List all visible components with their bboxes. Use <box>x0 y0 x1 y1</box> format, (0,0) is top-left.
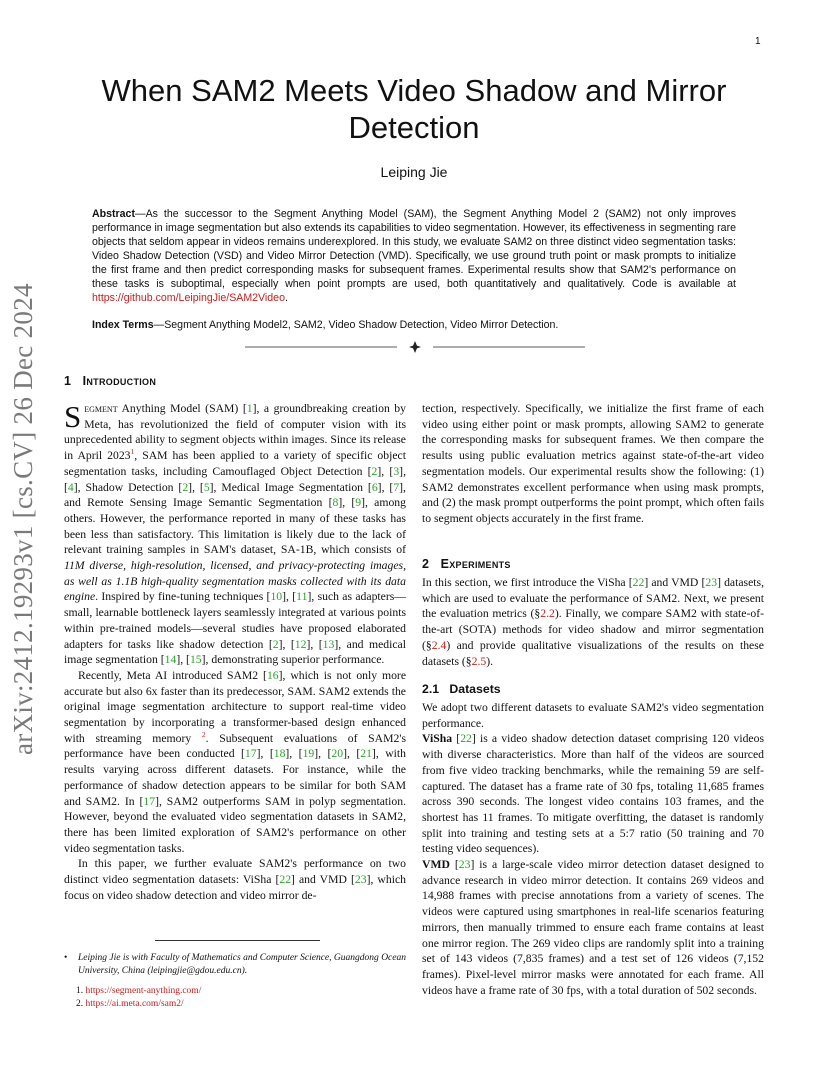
footnote-rule <box>155 940 320 941</box>
arxiv-identifier: arXiv:2412.19293v1 [cs.CV] 26 Dec 2024 <box>8 283 38 755</box>
intro-paragraph-3-cont: tection, respectively. Specifically, we initialize the first frame of each video using either point or mask prompts, allowing SAM2 to generate the corresponding masks for subsequent frames. We then compare the results using public evaluation metrics against state-of-the-art video segmentation models. Our experimental results show the following: (1) SAM2 demonstrates excellent performance when using mask prompts, and (2) the mask prompt outperforms the point prompt, which often fails to segment objects accurately in the first frame. <box>422 402 764 525</box>
footnote-2-link[interactable]: https://ai.meta.com/sam2/ <box>85 999 184 1009</box>
experiments-paragraph: In this section, we first introduce the ViSha [22] and VMD [23] datasets, which are used to evaluate the performance of SAM2. Next, we present the evaluation metrics (§2.2). Finally, we compare SAM2 with state-of-the-art (SOTA) methods for video shadow and mirror segmentation (§2.4) and provide qualitative visualizations of the results on these datasets (§2.5). <box>422 576 764 668</box>
section-heading-experiments <box>422 557 511 571</box>
datasets-paragraph: We adopt two different datasets to evaluate SAM2's video segmentation performance. <box>422 701 764 730</box>
section-title: Experiments <box>440 557 511 571</box>
intro-paragraph-1: Segment Anything Model (SAM) [1], a groundbreaking creation by Meta, has revolutionized the field of computer vision with its unprecedented ability to segment objects within images. Since its release in April 2023$^1$, SAM has been applied to a variety of specific object segmentation tasks, including Camouflaged Object Detection [2], [3], [4], Shadow Detection [2], [5], Medical Image Segmentation [6], [7], and Remote Sensing Image Semantic Segmentation [8], [9], among others. However, the performance reported in many of these tasks has been less than satisfactory. This limitation is likely due to the lack of relevant training samples in SAM's dataset, SA-1B, which consists of 11M diverse, high-resolution, licensed, and privacy-protecting images, as well as 1.1B high-quality segmentation masks collected with its data engine. Inspired by fine-tuning techniques [10], [11], such as adapters—small, learnable bottleneck layers seamlessly integrated at various points within pre-trained models—several studies have proposed elaborated adapters for tasks like shadow detection [2], [12], [13], and medical image segmentation [14], [15], demonstrating superior performance. <box>64 399 406 667</box>
visha-paragraph: ViSha [22] is a video shadow detection dataset comprising 120 videos with diverse characteristics. More than half of the videos are sourced from five video tracking benchmarks, while the remaining 59 are self-captured. The dataset has a frame rate of 30 fps, totaling 11,685 frames across 390 seconds. The longest video contains 103 frames, and the shortest has 11 frames. To mitigate overfitting, the dataset is randomly split into training and testing sets at a 5:7 ratio (50 training and 70 testing video sequences). <box>422 732 764 856</box>
paper-title: When SAM2 Meets Video Shadow and Mirror Detection <box>101 73 727 145</box>
experiments-intro <box>422 575 764 669</box>
section-heading-introduction <box>64 374 156 388</box>
section-title: Introduction <box>82 374 157 388</box>
vmd-paragraph: VMD [23] is a large-scale video mirror detection dataset designed to advance research in video mirror detection. It contains 269 videos and 14,988 frames with precise annotations from a variety of scenes. The videos were captured using smartphones in real-life scenarios featuring mirrors, then manually trimmed to ensure each frame contains at least one mirror region. The 269 video clips are randomly split into a training set of 143 videos (7,835 frames) and a test set of 126 videos (7,152 frames). Pixel-level mirror masks were annotated for each frame. All videos have a frame rate of 30 fps, with a total duration of 502 seconds. <box>422 858 764 997</box>
subsection-number: 2.1 <box>422 682 440 696</box>
footnote-1-link[interactable]: https://segment-anything.com/ <box>85 986 202 996</box>
affiliation-footnote: • Leiping Jie is with Faculty of Mathematics and Computer Science, Guangdong Ocean University, China (leipingjie@gdou.edu.cn). <box>64 953 406 976</box>
code-link[interactable]: https://github.com/LeipingJie/SAM2Video <box>92 292 285 304</box>
section-divider <box>245 340 585 354</box>
subsection-title: Datasets <box>449 682 501 696</box>
drop-cap: S <box>64 399 82 434</box>
left-column <box>64 401 406 904</box>
affiliation-text: Leiping Jie is with Faculty of Mathematics and Computer Science, Guangdong Ocean University, China (leipingjie@gdou.edu.cn). <box>78 953 406 976</box>
subsection-heading-datasets <box>422 682 501 696</box>
index-terms <box>92 319 736 331</box>
abstract-label: Abstract <box>92 208 135 220</box>
footnote-2: 2. https://ai.meta.com/sam2/ <box>76 999 184 1009</box>
page-number: 1 <box>755 36 761 47</box>
author-name: Leiping Jie <box>380 164 448 180</box>
datasets-body <box>422 700 764 998</box>
section-number: 2 <box>422 557 430 571</box>
intro-paragraph-2: Recently, Meta AI introduced SAM2 [16], which is not only more accurate but also 6x faster than its predecessor, SAM. SAM2 extends the original image segmentation architecture to support real-time video segmentation by incorporating a transformer-based design enhanced with streaming memory $^2$. Subsequent evaluations of SAM2's performance have been conducted [17], [18], [19], [20], [21], with results varying across different datasets. For instance, while the performance of shadow detection appears to be similar for both SAM and SAM2. In [17], SAM2 outperforms SAM in polyp segmentation. However, beyond the evaluated video segmentation datasets in SAM2, there has been limited exploration of SAM2's performance on other video segmentation tasks. <box>64 668 407 855</box>
section-number: 1 <box>64 374 72 388</box>
right-column <box>422 401 764 527</box>
abstract-end: . <box>284 292 288 304</box>
index-terms-text: —Segment Anything Model2, SAM2, Video Shadow Detection, Video Mirror Detection. <box>153 319 559 331</box>
abstract-text: —As the successor to the Segment Anything Model (SAM), the Segment Anything Model 2 (SAM2) not only improves performance in image segmentation but also extends its capabilities to video segmentation. However, its effectiveness in segmenting rare objects that seldom appear in videos remains underexplored. In this study, we evaluate SAM2 on three distinct video segmentation tasks: Video Shadow Detection (VSD) and Video Mirror Detection (VMD). Specifically, we use ground truth point or mask prompts to initialize the first frame and then predict corresponding masks for subsequent frames. Experimental results show that SAM2's performance on these tasks is suboptimal, especially when point prompts are used, both quantitatively and qualitatively. Code is available at <box>92 208 736 290</box>
index-terms-label: Index Terms <box>92 319 154 331</box>
intro-paragraph-3: In this paper, we further evaluate SAM2's performance on two distinct video segmentation datasets: ViSha [22] and VMD [23], which focus on video shadow detection and video mirror de- <box>64 857 406 902</box>
footnote-1: 1. https://segment-anything.com/ <box>76 986 202 996</box>
abstract <box>92 207 736 305</box>
